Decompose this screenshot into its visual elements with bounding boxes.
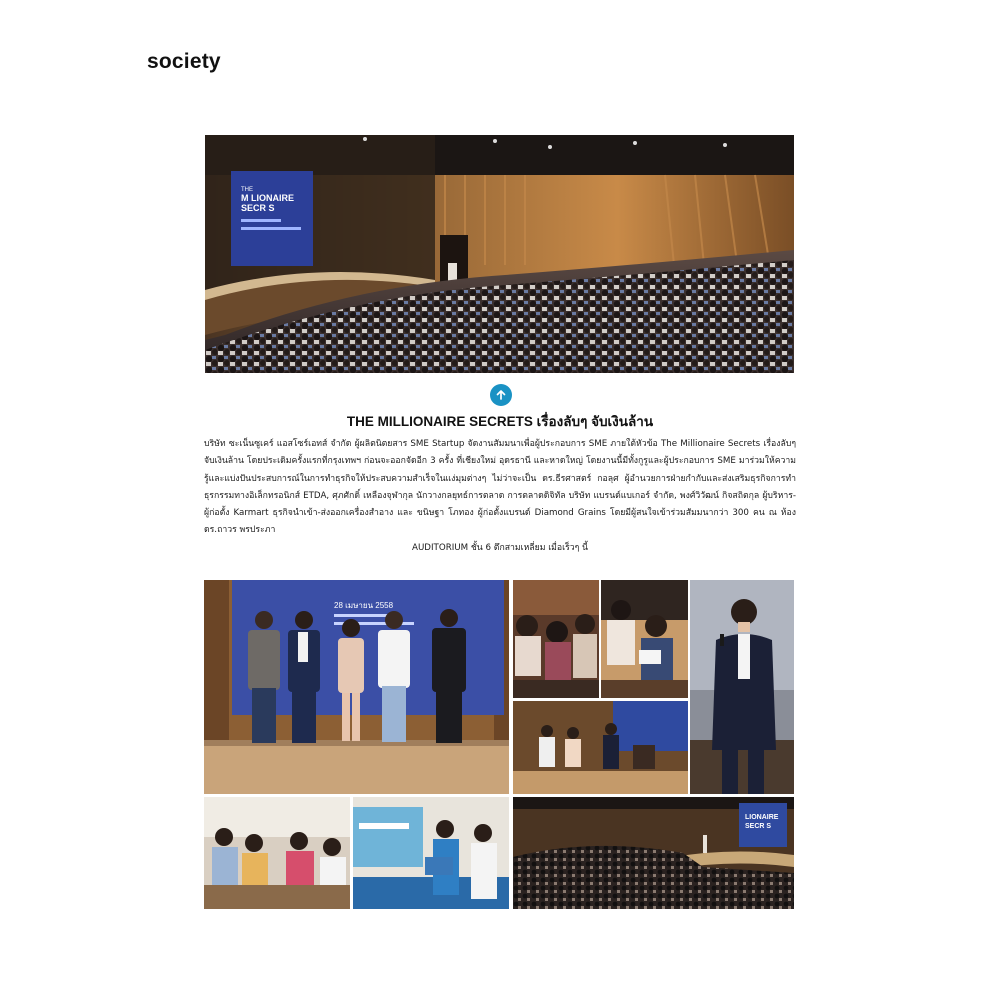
registration-photo	[204, 797, 350, 909]
speakers-group-photo	[204, 580, 509, 794]
article-body-text: บริษัท ซะเน็นซูเคร์ แอสโซร์เอทส์ จำกัด ผู้ผลิตนิตยสาร SME Startup จัดงานสัมมนาเพื่อผู้ประกอบการ SME ภายใต้หัวข้อ The Millionaire Secrets เรื่องลับๆ จับเงินล้าน โดยประเดิมครั้งแรกที่กรุงเทพฯ ก่อนจะออกจัดอีก 3 ครั้ง ที่เชียงใหม่ อุดรธานี และหาดใหญ่ โดยงานนี้มีทั้งกูรูและผู้ประกอบการ SME มาร่วมให้ความรู้และแบ่งปันประสบการณ์ในการทำธุรกิจให้ประสบความสำเร็จในแง่มุมต่างๆ ไม่ว่าจะเป็น ดร.ธีรศาสตร์ กอลุศ ผู้อำนวยการฝ่ายกำกับและส่งเสริมธุรกิจการทำธุรกรรมทางอิเล็กทรอนิกส์ ETDA, ศุภศักดิ์ เหลืองจุฬากุล นักวางกลยุทธ์การตลาด การตลาดดิจิทัล บริษัท แบรนด์แบเกอร์ จำกัด, พงศ์วิวัฒน์ กิจสถิตกุล ผู้บริหาร-ผู้ก่อตั้ง Karmart ธุรกิจนำเข้า-ส่งออกเครื่องสำอาง และ ขนิษฐา โภทอง ผู้ก่อตั้งแบรนด์ Diamond Grains โดยมีผู้สนใจเข้าร่วมสัมมนากว่า 300 คน ณ ห้อง ดร.ถาวร พรประภา	[204, 439, 796, 536]
panel-screen-line1: LIONAIRE	[745, 814, 779, 821]
audience-closeup-photo-1	[513, 580, 599, 698]
hero-screen-line3: SECR S	[241, 203, 275, 213]
panel-discussion-photo	[513, 701, 688, 794]
hero-screen-line1: THE	[241, 187, 253, 193]
section-label: society	[147, 50, 221, 73]
hero-screen-line2: M LIONAIRE	[241, 193, 294, 203]
hero-auditorium-photo	[205, 135, 794, 373]
speaker-microphone-photo	[690, 580, 794, 794]
audience-closeup-photo-2	[601, 580, 688, 698]
booth-photo	[353, 797, 509, 909]
article-headline: THE MILLIONAIRE SECRETS เรื่องลับๆ จับเงินล้าน	[346, 414, 654, 429]
stage-screen-date: 28 เมษายน 2558	[334, 601, 394, 610]
arrow-up-badge	[490, 384, 512, 406]
article-body	[204, 436, 796, 557]
wide-audience-photo	[513, 797, 794, 909]
arrow-up-icon	[495, 389, 507, 401]
article-body-last-line: AUDITORIUM ชั้น 6 ตึกสามเหลี่ยม เมื่อเร็วๆ นี้	[412, 542, 588, 553]
panel-screen-line2: SECR S	[745, 823, 772, 830]
